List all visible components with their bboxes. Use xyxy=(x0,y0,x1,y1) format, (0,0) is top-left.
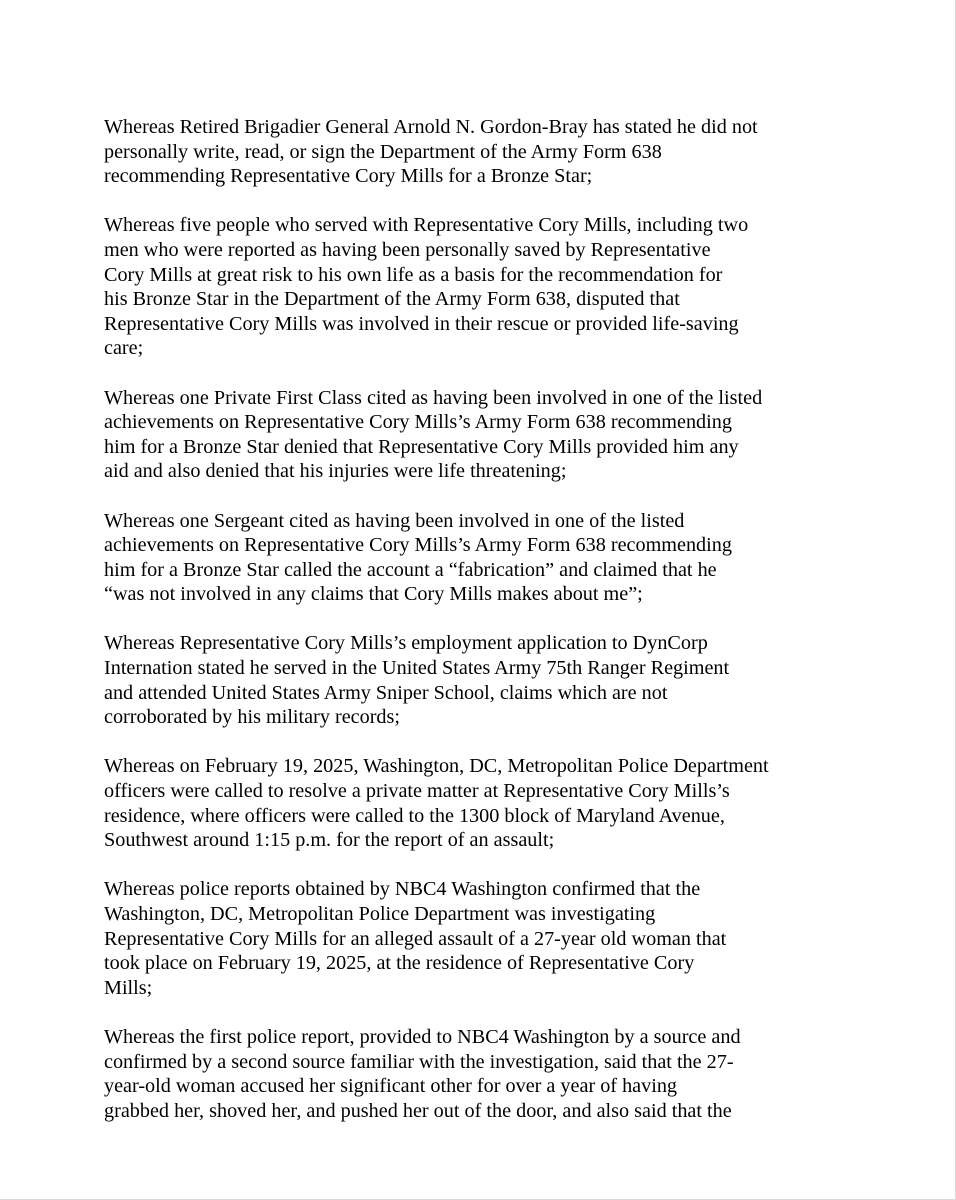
whereas-clause-2 xyxy=(104,213,844,361)
text-line: care; xyxy=(104,337,144,360)
text-line: corroborated by his military records; xyxy=(104,706,400,729)
text-line: Washington, DC, Metropolitan Police Department was investigating xyxy=(104,903,656,925)
text-line: took place on February 19, 2025, at the residence of Representative Cory xyxy=(104,952,695,975)
text-line: aid and also denied that his injuries were life threatening; xyxy=(104,460,567,483)
text-line: men who were reported as having been personally saved by Representative xyxy=(104,238,711,261)
text-line: Whereas one Sergeant cited as having been involved in one of the listed xyxy=(104,509,685,532)
text-line: Cory Mills at great risk to his own life as a basis for the recommendation for xyxy=(104,263,723,286)
whereas-clause-6 xyxy=(104,754,844,852)
text-line: confirmed by a second source familiar with the investigation, said that the 27- xyxy=(104,1050,734,1073)
text-line: Southwest around 1:15 p.m. for the report of an assault; xyxy=(104,829,555,852)
text-line: Whereas Representative Cory Mills’s employment application to DynCorp xyxy=(104,632,708,655)
text-line: and attended United States Army Sniper School, claims which are not xyxy=(104,681,668,704)
text-line: year-old woman accused her significant other for over a year of having xyxy=(104,1075,678,1098)
text-line: “was not involved in any claims that Cory Mills makes about me”; xyxy=(104,583,643,606)
whereas-clause-8 xyxy=(104,1025,844,1123)
resolution-body xyxy=(104,115,844,1148)
text-line: recommending Representative Cory Mills for a Bronze Star; xyxy=(104,165,593,188)
text-line: personally write, read, or sign the Department of the Army Form 638 xyxy=(104,140,662,163)
text-line: Representative Cory Mills for an alleged assault of a 27-year old woman that xyxy=(104,927,727,950)
whereas-clause-5 xyxy=(104,631,844,729)
text-line: achievements on Representative Cory Mills’s Army Form 638 recommending xyxy=(104,534,732,557)
text-line: Whereas Retired Brigadier General Arnold N. Gordon-Bray has stated he did not xyxy=(104,116,758,138)
text-line: him for a Bronze Star denied that Representative Cory Mills provided him any xyxy=(104,435,739,458)
text-line: Whereas one Private First Class cited as having been involved in one of the listed xyxy=(104,386,763,409)
text-line: his Bronze Star in the Department of the Army Form 638, disputed that xyxy=(104,288,680,311)
text-line: Whereas on February 19, 2025, Washington, DC, Metropolitan Police Department xyxy=(104,755,769,778)
whereas-clause-3 xyxy=(104,386,844,484)
text-line: Mills; xyxy=(104,976,153,999)
text-line: Whereas five people who served with Representative Cory Mills, including two xyxy=(104,214,749,237)
whereas-clause-1 xyxy=(104,115,844,189)
text-line: Internation stated he served in the United States Army 75th Ranger Regiment xyxy=(104,657,730,680)
text-line: grabbed her, shoved her, and pushed her out of the door, and also said that the xyxy=(104,1099,732,1122)
text-line: Representative Cory Mills was involved in their rescue or provided life-saving xyxy=(104,312,739,335)
text-line: Whereas the first police report, provided to NBC4 Washington by a source and xyxy=(104,1025,741,1048)
whereas-clause-7 xyxy=(104,877,844,1000)
whereas-clause-4 xyxy=(104,509,844,607)
text-line: residence, where officers were called to the 1300 block of Maryland Avenue, xyxy=(104,804,725,827)
text-line: officers were called to resolve a private matter at Representative Cory Mills’s xyxy=(104,780,730,803)
text-line: achievements on Representative Cory Mills’s Army Form 638 recommending xyxy=(104,411,732,434)
text-line: him for a Bronze Star called the account a “fabrication” and claimed that he xyxy=(104,558,717,581)
text-line: Whereas police reports obtained by NBC4 Washington confirmed that the xyxy=(104,878,701,901)
